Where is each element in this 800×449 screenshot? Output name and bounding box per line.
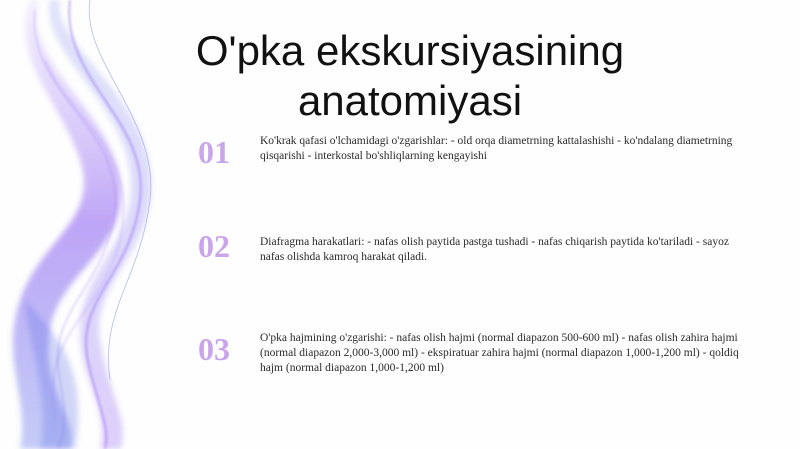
list-item (198, 331, 758, 391)
item-text: O'pka hajmining o'zgarishi: - nafas olish hajmi (normal diapazon 500-600 ml) - nafas olish zahira hajmi (normal diapazon 2,000-3,000 ml) - ekspiratuar zahira hajmi (normal diapazon 1,000-1,200 ml) - qoldiq hajm (normal diapazon 1,000-1,200 ml) (260, 332, 739, 374)
item-text: Ko'krak qafasi o'lchamidagi o'zgarishlar: - old orqa diametrning kattalashishi - ko'ndalang diametrning qisqarishi - interkostal bo'shliqlarning kengayishi (260, 135, 733, 162)
item-number: 02 (198, 228, 230, 264)
item-number: 03 (198, 331, 230, 367)
list-item (198, 228, 758, 288)
list-item (198, 134, 758, 194)
slide-title: O'pka ekskursiyasining anatomiyasi (195, 27, 625, 124)
item-text: Diafragma harakatlari: - nafas olish paytida pastga tushadi - nafas chiqarish paytida ko'tariladi - sayoz nafas olishda kamroq harakat qiladi. (260, 236, 729, 263)
item-number: 01 (198, 134, 230, 170)
